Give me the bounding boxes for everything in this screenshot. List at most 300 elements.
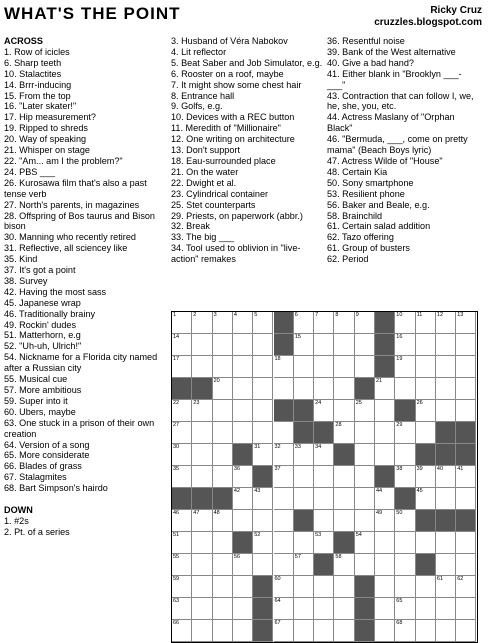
grid-block (233, 444, 253, 466)
clue-item: 57. More ambitious (4, 385, 82, 395)
grid-cell[interactable] (294, 488, 314, 510)
grid-cell[interactable] (314, 576, 334, 598)
cell-number: 36 (233, 466, 241, 472)
grid-cell[interactable] (416, 422, 436, 444)
grid-cell[interactable] (395, 334, 415, 356)
grid-cell[interactable] (456, 488, 476, 510)
clue-item: 42. Having the most sass (4, 286, 107, 297)
grid-cell[interactable] (334, 598, 354, 620)
grid-cell[interactable] (416, 312, 436, 334)
grid-block (253, 598, 273, 620)
cell-number: 4 (233, 312, 237, 318)
grid-cell[interactable] (456, 576, 476, 598)
clue-item: 22. "Am... am I the problem?" (4, 155, 123, 166)
grid-cell[interactable] (355, 312, 375, 334)
grid-cell[interactable] (233, 598, 253, 620)
grid-cell[interactable] (416, 488, 436, 510)
grid-cell[interactable] (355, 466, 375, 488)
grid-cell[interactable] (375, 532, 395, 554)
grid-cell[interactable] (416, 532, 436, 554)
grid-block (416, 444, 436, 466)
grid-cell[interactable] (395, 312, 415, 334)
grid-cell[interactable] (355, 422, 375, 444)
cell-number: 60 (274, 576, 281, 582)
grid-block (213, 488, 233, 510)
cell-number: 27 (173, 422, 180, 428)
grid-cell[interactable] (192, 422, 212, 444)
grid-cell[interactable] (192, 444, 212, 466)
grid-cell[interactable] (436, 598, 456, 620)
grid-cell[interactable] (436, 532, 456, 554)
grid-cell[interactable] (274, 510, 294, 532)
grid-cell[interactable] (416, 620, 436, 642)
grid-cell[interactable] (456, 620, 476, 642)
cell-number: 45 (416, 488, 423, 494)
grid-cell[interactable] (233, 422, 253, 444)
grid-cell[interactable] (436, 488, 456, 510)
clue-item: 48. Certain Kia (327, 166, 388, 177)
cell-number: 30 (173, 444, 180, 450)
clue-item: 13. Don't support (171, 145, 240, 156)
grid-cell[interactable] (375, 576, 395, 598)
grid-cell[interactable] (456, 356, 476, 378)
cell-number: 9 (355, 312, 359, 318)
cell-number: 48 (213, 510, 220, 516)
grid-cell[interactable] (436, 620, 456, 642)
grid-cell[interactable] (213, 334, 233, 356)
grid-cell[interactable] (375, 554, 395, 576)
clue-item: 21. On the water (171, 166, 239, 177)
grid-cell[interactable] (192, 532, 212, 554)
grid-cell[interactable] (436, 334, 456, 356)
cell-number: 56 (233, 554, 241, 560)
grid-cell[interactable] (375, 444, 395, 466)
grid-cell[interactable] (253, 378, 273, 400)
clue-item: 55. Musical cue (4, 374, 68, 385)
cell-number: 38 (396, 466, 403, 472)
grid-cell[interactable] (416, 378, 436, 400)
grid-cell[interactable] (456, 466, 476, 488)
grid-cell[interactable] (172, 312, 192, 334)
grid-cell[interactable] (294, 466, 314, 488)
grid-cell[interactable] (436, 554, 456, 576)
grid-cell[interactable] (456, 334, 476, 356)
grid-cell[interactable] (233, 620, 253, 642)
grid-cell[interactable] (355, 532, 375, 554)
author-name: Ricky Cruz (430, 5, 482, 16)
cell-number: 8 (335, 312, 339, 318)
clue-item: 36. Resentful noise (327, 36, 405, 46)
grid-cell[interactable] (314, 378, 334, 400)
grid-block (334, 532, 354, 554)
grid-cell[interactable] (213, 312, 233, 334)
clue-item: 26. Kurosawa film that's also a past tense verb (4, 177, 147, 199)
grid-cell[interactable] (334, 334, 354, 356)
cell-number: 3 (213, 312, 217, 318)
grid-block (172, 488, 192, 510)
grid-cell[interactable] (456, 378, 476, 400)
clue-item: 25. Stet counterparts (171, 199, 256, 210)
grid-cell[interactable] (172, 554, 192, 576)
author-site: cruzzles.blogspot.com (374, 17, 482, 28)
grid-cell[interactable] (192, 620, 212, 642)
grid-cell[interactable] (314, 620, 334, 642)
grid-cell[interactable] (355, 510, 375, 532)
grid-cell[interactable] (294, 312, 314, 334)
grid-cell[interactable] (416, 400, 436, 422)
clue-item: 49. Rockin' dudes (4, 319, 77, 330)
clue-item: 31. Reflective, all sciencey like (4, 243, 128, 254)
grid-cell[interactable] (294, 554, 314, 576)
cell-number: 39 (416, 466, 423, 472)
clue-item: 8. Entrance hall (171, 90, 235, 101)
cell-number: 31 (254, 444, 261, 450)
grid-cell[interactable] (375, 378, 395, 400)
cell-number: 57 (294, 554, 301, 560)
grid-block (355, 620, 375, 642)
grid-cell[interactable] (294, 598, 314, 620)
grid-cell[interactable] (416, 598, 436, 620)
grid-cell[interactable] (436, 312, 456, 334)
grid-cell[interactable] (253, 400, 273, 422)
grid-cell[interactable] (274, 378, 294, 400)
grid-cell[interactable] (253, 334, 273, 356)
grid-block (172, 378, 192, 400)
grid-cell[interactable] (375, 488, 395, 510)
grid-cell[interactable] (395, 356, 415, 378)
grid-cell[interactable] (314, 312, 334, 334)
grid-cell[interactable] (253, 312, 273, 334)
cell-number: 67 (274, 620, 281, 626)
clue-item: 6. Sharp teeth (4, 57, 62, 68)
grid-block (416, 554, 436, 576)
grid-block (294, 400, 314, 422)
clue-column-3 (327, 36, 479, 265)
grid-cell[interactable] (375, 510, 395, 532)
grid-cell[interactable] (274, 620, 294, 642)
grid-cell[interactable] (213, 466, 233, 488)
clue-item: 2. Pt. of a series (4, 526, 70, 537)
grid-cell[interactable] (294, 576, 314, 598)
grid-cell[interactable] (294, 334, 314, 356)
grid-block (274, 312, 294, 334)
grid-cell[interactable] (213, 444, 233, 466)
grid-block (375, 356, 395, 378)
grid-cell[interactable] (314, 466, 334, 488)
grid-cell[interactable] (395, 620, 415, 642)
cell-number: 55 (173, 554, 180, 560)
grid-cell[interactable] (274, 554, 294, 576)
clue-item: 66. Blades of grass (4, 461, 82, 472)
grid-block (436, 510, 456, 532)
grid-cell[interactable] (294, 444, 314, 466)
grid-cell[interactable] (456, 400, 476, 422)
grid-cell[interactable] (213, 356, 233, 378)
grid-cell[interactable] (416, 356, 436, 378)
clue-item: 68. Bart Simpson's hairdo (4, 483, 108, 494)
grid-cell[interactable] (233, 356, 253, 378)
grid-cell[interactable] (314, 532, 334, 554)
down-heading: DOWN (4, 505, 33, 516)
grid-cell[interactable] (334, 554, 354, 576)
grid-cell[interactable] (213, 532, 233, 554)
grid-block (456, 510, 476, 532)
grid-cell[interactable] (456, 532, 476, 554)
grid-cell[interactable] (334, 576, 354, 598)
grid-cell[interactable] (375, 400, 395, 422)
cell-number: 66 (173, 620, 180, 626)
grid-cell[interactable] (436, 400, 456, 422)
grid-cell[interactable] (172, 444, 192, 466)
grid-cell[interactable] (213, 554, 233, 576)
grid-cell[interactable] (375, 598, 395, 620)
cell-number: 47 (193, 510, 200, 516)
clue-item: 38. Survey (4, 275, 48, 286)
cell-number: 34 (315, 444, 322, 450)
grid-cell[interactable] (395, 532, 415, 554)
grid-cell[interactable] (416, 576, 436, 598)
cell-number: 32 (274, 444, 281, 450)
grid-block (395, 400, 415, 422)
clue-item: 46. "Bermuda, ___, come on pretty mama" (Beach Boys lyric) (327, 134, 468, 156)
cell-number: 50 (396, 510, 403, 516)
grid-cell[interactable] (395, 466, 415, 488)
grid-cell[interactable] (274, 422, 294, 444)
cell-number: 2 (193, 312, 197, 318)
cell-number: 35 (173, 466, 180, 472)
clue-item: 16. "Later skater!" (4, 101, 77, 112)
grid-block (456, 422, 476, 444)
grid-cell[interactable] (172, 598, 192, 620)
grid-cell[interactable] (314, 444, 334, 466)
grid-cell[interactable] (355, 334, 375, 356)
grid-cell[interactable] (294, 532, 314, 554)
clue-item: 47. Actress Wilde of "House" (327, 155, 443, 166)
across-heading: ACROSS (4, 36, 43, 46)
grid-cell[interactable] (213, 510, 233, 532)
grid-cell[interactable] (233, 400, 253, 422)
cell-number: 52 (254, 532, 261, 538)
grid-cell[interactable] (294, 378, 314, 400)
grid-cell[interactable] (172, 334, 192, 356)
grid-cell[interactable] (314, 510, 334, 532)
crossword-grid[interactable] (171, 311, 478, 643)
grid-cell[interactable] (172, 466, 192, 488)
grid-cell[interactable] (253, 488, 273, 510)
grid-cell[interactable] (436, 466, 456, 488)
grid-cell[interactable] (274, 488, 294, 510)
clue-item: 34. Tool used to oblivion in "live-action" remakes (171, 243, 301, 265)
grid-cell[interactable] (172, 422, 192, 444)
cell-number: 18 (274, 356, 281, 362)
grid-cell[interactable] (192, 598, 212, 620)
clue-item: 39. Bank of the West alternative (327, 46, 456, 57)
grid-cell[interactable] (253, 422, 273, 444)
grid-cell[interactable] (314, 356, 334, 378)
cell-number: 68 (396, 620, 403, 626)
grid-cell[interactable] (395, 576, 415, 598)
grid-cell[interactable] (253, 554, 273, 576)
puzzle-title: WHAT'S THE POINT (4, 4, 181, 23)
grid-block (274, 400, 294, 422)
clue-item: 23. Cylindrical container (171, 188, 269, 199)
grid-cell[interactable] (416, 334, 436, 356)
clue-item: 15. From the top (4, 90, 71, 101)
cell-number: 13 (457, 312, 464, 318)
grid-cell[interactable] (274, 444, 294, 466)
grid-cell[interactable] (334, 620, 354, 642)
clue-item: 61. Group of busters (327, 243, 410, 254)
grid-cell[interactable] (314, 334, 334, 356)
grid-cell[interactable] (375, 620, 395, 642)
grid-cell[interactable] (274, 598, 294, 620)
grid-cell[interactable] (233, 378, 253, 400)
cell-number: 58 (335, 554, 342, 560)
cell-number: 6 (294, 312, 298, 318)
grid-cell[interactable] (253, 444, 273, 466)
grid-cell[interactable] (253, 532, 273, 554)
cell-number: 46 (173, 510, 180, 516)
grid-cell[interactable] (233, 312, 253, 334)
grid-cell[interactable] (334, 356, 354, 378)
grid-cell[interactable] (213, 422, 233, 444)
grid-cell[interactable] (253, 510, 273, 532)
clue-item: 22. Dwight et al. (171, 177, 237, 188)
clue-item: 56. Baker and Beale, e.g. (327, 199, 430, 210)
cell-number: 17 (173, 356, 180, 362)
grid-cell[interactable] (416, 466, 436, 488)
grid-cell[interactable] (334, 510, 354, 532)
grid-cell[interactable] (192, 576, 212, 598)
cell-number: 19 (396, 356, 403, 362)
clue-item: 45. Japanese wrap (4, 297, 81, 308)
grid-cell[interactable] (172, 620, 192, 642)
clue-item: 40. Give a bad hand? (327, 57, 414, 68)
cell-number: 24 (315, 400, 322, 406)
grid-cell[interactable] (233, 466, 253, 488)
grid-cell[interactable] (213, 378, 233, 400)
grid-block (375, 466, 395, 488)
grid-cell[interactable] (192, 466, 212, 488)
grid-cell[interactable] (213, 620, 233, 642)
grid-cell[interactable] (172, 532, 192, 554)
grid-cell[interactable] (213, 598, 233, 620)
grid-cell[interactable] (213, 400, 233, 422)
grid-cell[interactable] (274, 356, 294, 378)
cell-number: 61 (436, 576, 444, 582)
clue-item: 27. North's parents, in magazines (4, 199, 140, 210)
grid-cell[interactable] (436, 356, 456, 378)
grid-cell[interactable] (456, 554, 476, 576)
grid-cell[interactable] (334, 400, 354, 422)
grid-block (375, 334, 395, 356)
clue-item: 24. PBS ___ (4, 166, 56, 177)
grid-cell[interactable] (294, 620, 314, 642)
clue-item: 21. Whisper on stage (4, 145, 90, 156)
clue-item: 4. Lit reflector (171, 46, 227, 57)
grid-cell[interactable] (172, 576, 192, 598)
grid-cell[interactable] (334, 378, 354, 400)
grid-cell[interactable] (436, 378, 456, 400)
grid-cell[interactable] (314, 400, 334, 422)
grid-cell[interactable] (233, 554, 253, 576)
cell-number: 33 (294, 444, 301, 450)
grid-cell[interactable] (172, 356, 192, 378)
clue-item: 35. Kind (4, 254, 38, 265)
grid-cell[interactable] (233, 510, 253, 532)
clue-column-1 (4, 36, 166, 538)
clue-item: 10. Stalactites (4, 68, 62, 79)
cell-number: 7 (315, 312, 319, 318)
grid-cell[interactable] (253, 356, 273, 378)
grid-cell[interactable] (192, 334, 212, 356)
grid-cell[interactable] (192, 554, 212, 576)
grid-block (253, 466, 273, 488)
grid-cell[interactable] (314, 488, 334, 510)
grid-cell[interactable] (192, 510, 212, 532)
grid-cell[interactable] (395, 422, 415, 444)
clue-item: 52. "Uh-uh, Ulrich!" (4, 341, 82, 352)
grid-block (456, 444, 476, 466)
grid-cell[interactable] (355, 488, 375, 510)
grid-cell[interactable] (334, 312, 354, 334)
cell-number: 42 (233, 488, 241, 494)
grid-cell[interactable] (395, 554, 415, 576)
grid-cell[interactable] (172, 510, 192, 532)
grid-cell[interactable] (213, 576, 233, 598)
clue-item: 37. It's got a point (4, 265, 76, 276)
grid-cell[interactable] (233, 488, 253, 510)
grid-cell[interactable] (334, 466, 354, 488)
cell-number: 54 (355, 532, 362, 538)
grid-cell[interactable] (355, 554, 375, 576)
clue-item: 10. Devices with a REC button (171, 112, 295, 123)
grid-cell[interactable] (436, 576, 456, 598)
grid-cell[interactable] (456, 312, 476, 334)
grid-cell[interactable] (274, 466, 294, 488)
grid-cell[interactable] (355, 400, 375, 422)
grid-cell[interactable] (395, 444, 415, 466)
clue-item: 7. It might show some chest hair (171, 79, 302, 90)
clue-item: 67. Stalagmites (4, 472, 67, 483)
grid-cell[interactable] (375, 422, 395, 444)
clue-item: 9. Golfs, e.g. (171, 101, 223, 112)
grid-cell[interactable] (314, 598, 334, 620)
grid-cell[interactable] (233, 334, 253, 356)
clue-item: 6. Rooster on a roof, maybe (171, 68, 284, 79)
grid-cell[interactable] (334, 422, 354, 444)
grid-cell[interactable] (192, 356, 212, 378)
grid-cell[interactable] (172, 400, 192, 422)
grid-cell[interactable] (334, 488, 354, 510)
grid-cell[interactable] (274, 532, 294, 554)
clue-item: 63. One stuck in a prison of their own creation (4, 417, 155, 439)
grid-cell[interactable] (456, 598, 476, 620)
grid-cell[interactable] (233, 576, 253, 598)
grid-cell[interactable] (395, 378, 415, 400)
grid-cell[interactable] (395, 598, 415, 620)
grid-cell[interactable] (355, 444, 375, 466)
clue-item: 30. Manning who recently retired (4, 232, 136, 243)
grid-cell[interactable] (274, 576, 294, 598)
clue-item: 44. Actress Maslany of "Orphan Black" (327, 112, 455, 134)
cell-number: 28 (335, 422, 342, 428)
grid-cell[interactable] (192, 312, 212, 334)
grid-cell[interactable] (395, 510, 415, 532)
grid-cell[interactable] (355, 356, 375, 378)
grid-cell[interactable] (294, 356, 314, 378)
grid-cell[interactable] (192, 400, 212, 422)
